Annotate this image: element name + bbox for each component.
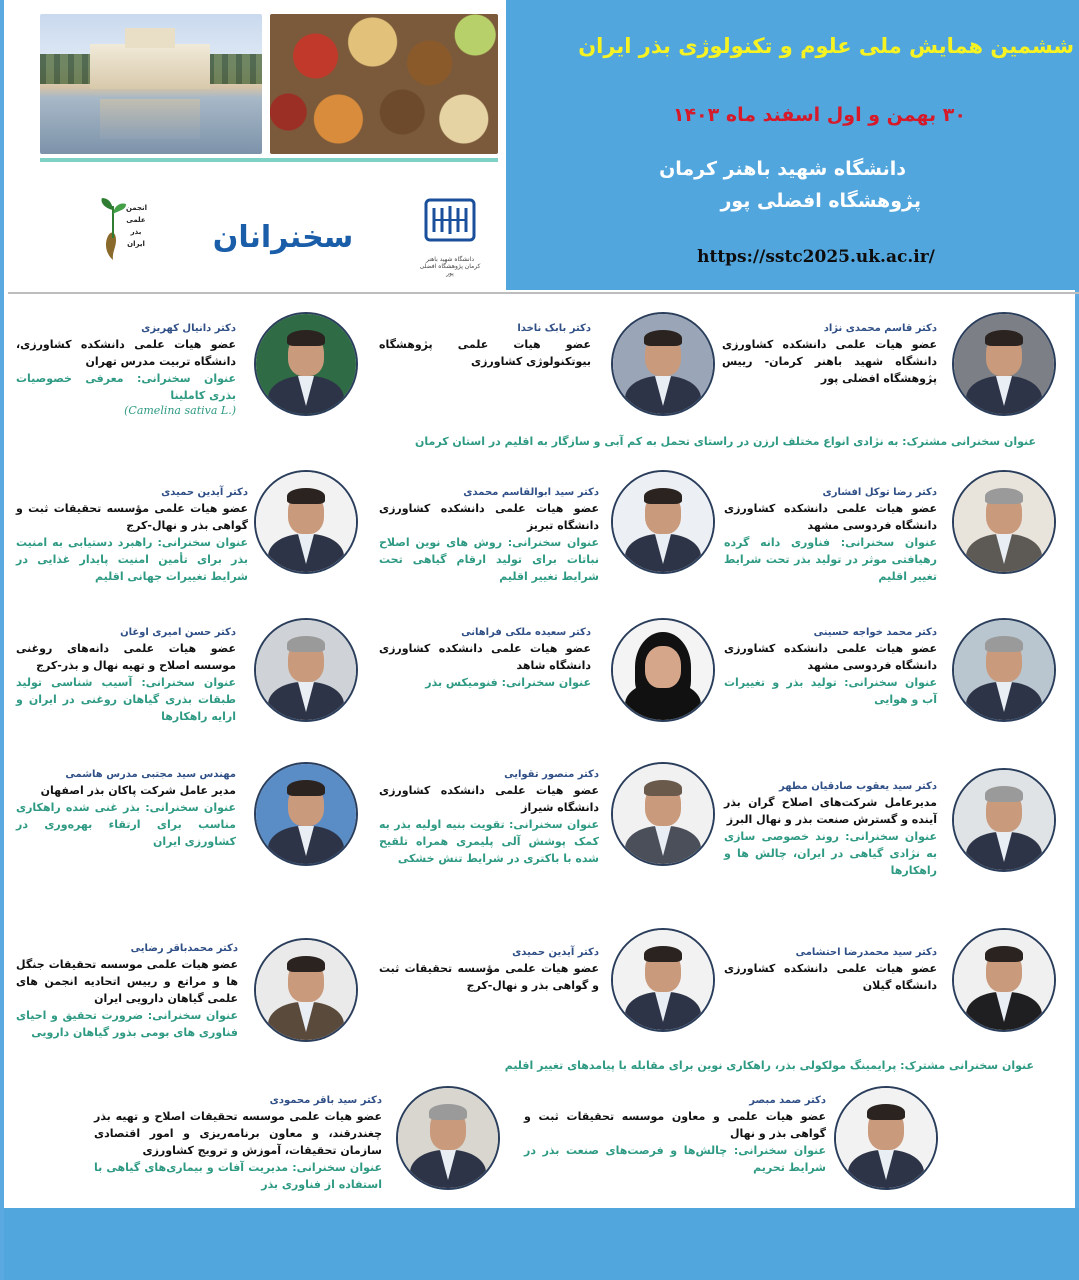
seeds-bowls-photo — [270, 14, 498, 154]
speaker-card — [16, 942, 238, 1041]
speaker-name: دکتر آیدین حمیدی — [161, 487, 248, 498]
speaker-talk-title: عنوان سخنرانی: تقویت بنیه اولیه بذر به کمک پوشش آلی پلیمری همراه تلقیح شده با باکتری در شرایط تنش خشکی — [379, 818, 599, 865]
joint-talk-label: عنوان سخنرانی مشترک: — [902, 435, 1036, 448]
speaker-card — [379, 322, 591, 370]
speaker-talk-title: عنوان سخنرانی: معرفی خصوصیات بذری کاملینا — [16, 372, 236, 402]
speaker-name: دکتر محمدباقر رضایی — [130, 943, 238, 954]
speaker-card — [379, 626, 591, 691]
speaker-affiliation: عضو هیات علمی دانشکده کشاورزی دانشگاه تبریز — [379, 502, 599, 532]
speaker-name: دکتر سید یعقوب صادقیان مطهر — [778, 781, 937, 792]
header-right — [506, 0, 1079, 290]
speaker-card — [94, 1094, 382, 1193]
speaker-name: دکتر سعیده ملکی فراهانی — [461, 627, 591, 638]
speaker-affiliation: عضو هیات علمی دانشکده کشاورزی دانشگاه شهید باهنر کرمان- رییس پژوهشگاه افضلی پور — [722, 338, 937, 385]
speaker-photo — [952, 618, 1056, 722]
event-title: ششمین همایش ملی علوم و تکنولوژی بذر ایران — [578, 34, 1074, 58]
speaker-name: دکتر محمد خواجه حسینی — [813, 627, 937, 638]
speaker-card — [16, 768, 236, 850]
speaker-talk-title: عنوان سخنرانی: بذر غنی شده راهکاری مناسب برای ارتقاء بهره‌وری در کشاورزی ایران — [16, 801, 236, 848]
speaker-photo — [254, 470, 358, 574]
speaker-photo — [254, 762, 358, 866]
speaker-card — [16, 322, 236, 417]
speaker-name: دکتر سید باقر محمودی — [269, 1095, 382, 1106]
speaker-talk-title: عنوان سخنرانی: روش های نوین اصلاح نباتات برای تولید ارقام گیاهی تحت شرایط تغییر اقلیم — [379, 536, 599, 583]
university-logo — [418, 196, 482, 276]
speaker-name: دکتر دانیال کهریزی — [141, 323, 236, 334]
speaker-affiliation: عضو هیات علمی دانشکده کشاورزی دانشگاه فردوسی مشهد — [724, 502, 937, 532]
speaker-photo — [611, 470, 715, 574]
speaker-talk-title: عنوان سخنرانی: ضرورت تحقیق و احیای فناوری های بومی بذور گیاهان دارویی — [16, 1009, 238, 1039]
joint-talk — [384, 434, 1036, 449]
speaker-card — [16, 626, 236, 725]
speaker-affiliation: عضو هیات علمی مؤسسه تحقیقات ثبت و گواهی بذر و نهال-کرج — [379, 962, 599, 992]
speaker-affiliation: عضو هیات علمی موسسه تحقیقات جنگل ها و مراتع و رییس اتحادیه انجمن های علمی گیاهان دارویی ایران — [16, 958, 238, 1005]
speaker-talk-species: (Camelina sativa L.) — [124, 404, 236, 417]
speaker-talk-title: عنوان سخنرانی: آسیب شناسی تولید طبقات بذری گیاهان روغنی در ایران و ارایه راهکارها — [16, 676, 236, 723]
host-university: دانشگاه شهید باهنر کرمان — [659, 158, 906, 180]
speaker-name: دکتر صمد مبصر — [749, 1095, 826, 1106]
speaker-card — [724, 780, 937, 879]
speaker-affiliation: عضو هیات علمی و معاون موسسه تحقیقات ثبت و گواهی بذر و نهال — [524, 1110, 826, 1140]
host-institute: پژوهشگاه افضلی پور — [720, 190, 921, 212]
speaker-talk-title: عنوان سخنرانی: تولید بذر و تغییرات آب و هوایی — [724, 676, 937, 706]
speaker-card — [724, 626, 937, 708]
speaker-photo — [952, 312, 1056, 416]
speaker-name: دکتر بابک ناخدا — [517, 323, 591, 334]
speaker-talk-title: عنوان سخنرانی: فناوری دانه گرده رهیافتی موثر در تولید بذر تحت شرایط تغییر اقلیم — [724, 536, 937, 583]
speaker-talk-title: عنوان سخنرانی: چالش‌ها و فرصت‌های صنعت بذر در شرایط تحریم — [524, 1144, 826, 1174]
speaker-photo — [254, 938, 358, 1042]
event-url[interactable]: https://sstc2025.uk.ac.ir/ — [697, 247, 935, 267]
seed-association-logo — [92, 196, 152, 266]
speaker-affiliation: عضو هیات علمی مؤسسه تحقیقات ثبت و گواهی بذر و نهال-کرج — [16, 502, 248, 532]
speaker-name: مهندس سید مجتبی مدرس هاشمی — [65, 769, 236, 780]
joint-talk-label: عنوان سخنرانی مشترک: — [900, 1059, 1034, 1072]
speaker-talk-title: عنوان سخنرانی: روند خصوصی سازی به نژادی گیاهی در ایران، چالش ها و راهکارها — [724, 830, 937, 877]
speaker-affiliation: عضو هیات علمی پژوهشگاه بیوتکنولوژی کشاورزی — [379, 338, 591, 368]
speaker-talk-title: عنوان سخنرانی: مدیریت آفات و بیماری‌های گیاهی با استفاده از فناوری بذر — [94, 1161, 382, 1191]
speaker-affiliation: مدیر عامل شرکت پاکان بذر اصفهان — [40, 784, 236, 797]
header-rule — [40, 158, 498, 162]
speaker-affiliation: عضو هیات علمی دانه‌های روغنی موسسه اصلاح و تهیه نهال و بذر-کرج — [16, 642, 236, 672]
joint-talk-text: پرایمینگ مولکولی بذر، راهکاری نوین برای مقابله با پیامدهای تغییر اقلیم — [504, 1059, 897, 1072]
university-logo-text: دانشگاه شهید باهنر کرمان پژوهشگاه افضلی پور — [419, 256, 481, 277]
speaker-card — [16, 486, 248, 585]
speaker-name: دکتر قاسم محمدی نژاد — [823, 323, 937, 334]
speaker-photo — [254, 618, 358, 722]
speaker-affiliation: عضو هیات علمی دانشکده کشاورزی دانشگاه گیلان — [724, 962, 937, 992]
speaker-card — [379, 768, 599, 867]
palace-garden-photo — [40, 14, 262, 154]
speaker-photo — [952, 928, 1056, 1032]
speaker-photo — [952, 768, 1056, 872]
speaker-name: دکتر سید محمدرضا احتشامی — [795, 947, 937, 958]
seed-association-logo-text: انجمن علمی بذر ایران — [126, 204, 148, 248]
speaker-name: دکتر حسن امیری اوغان — [120, 627, 236, 638]
speaker-affiliation: عضو هیات علمی دانشکده کشاورزی دانشگاه فردوسی مشهد — [724, 642, 937, 672]
speaker-photo — [396, 1086, 500, 1190]
header-left — [8, 0, 506, 290]
speaker-talk-title: عنوان سخنرانی: راهبرد دستیابی به امنیت بذر برای تأمین امنیت پایدار غذایی در شرایط تغییرات جهانی اقلیم — [16, 536, 248, 583]
speaker-talk-title: عنوان سخنرانی: فنومیکس بذر — [425, 676, 591, 689]
speaker-name: دکتر آیدین حمیدی — [512, 947, 599, 958]
speaker-affiliation: مدیرعامل شرکت‌های اصلاح گران بذر آینده و گسترش صنعت بذر و نهال البرز — [724, 796, 937, 826]
speaker-card — [724, 946, 937, 994]
speaker-photo — [834, 1086, 938, 1190]
joint-talk-text: به نژادی انواع مختلف ارزن در راستای تحمل به کم آبی و سازگار به اقلیم در استان کرمان — [415, 435, 899, 448]
speaker-photo — [611, 312, 715, 416]
speaker-name: دکتر رضا توکل افشاری — [822, 487, 937, 498]
speaker-affiliation: عضو هیات علمی دانشکده کشاورزی دانشگاه شیراز — [379, 784, 599, 814]
event-date: ۳۰ بهمن و اول اسفند ماه ۱۴۰۳ — [672, 104, 966, 126]
speaker-photo — [611, 618, 715, 722]
speaker-card — [524, 1094, 826, 1176]
speaker-card — [722, 322, 937, 387]
speaker-photo — [952, 470, 1056, 574]
speaker-affiliation: عضو هیات علمی دانشکده کشاورزی، دانشگاه تربیت مدرس تهران — [16, 338, 236, 368]
speaker-photo — [254, 312, 358, 416]
joint-talk — [384, 1058, 1034, 1073]
speaker-card — [379, 946, 599, 994]
speaker-card — [724, 486, 937, 585]
footer-bar — [4, 1208, 1079, 1280]
speaker-card — [379, 486, 599, 585]
speakers-title: سخنرانان — [212, 220, 354, 255]
speaker-affiliation: عضو هیات علمی موسسه تحقیقات اصلاح و تهیه بذر چغندرقند، و معاون برنامه‌ریزی و امور اقتصادی سازمان تحقیقات، آموزش و ترویج کشاورزی — [94, 1110, 382, 1157]
speaker-name: دکتر منصور تقوایی — [504, 769, 599, 780]
header-divider — [8, 292, 1079, 294]
speaker-affiliation: عضو هیات علمی دانشکده کشاورزی دانشگاه شاهد — [379, 642, 591, 672]
speaker-photo — [611, 928, 715, 1032]
speaker-photo — [611, 762, 715, 866]
speaker-name: دکتر سید ابوالقاسم محمدی — [463, 487, 599, 498]
